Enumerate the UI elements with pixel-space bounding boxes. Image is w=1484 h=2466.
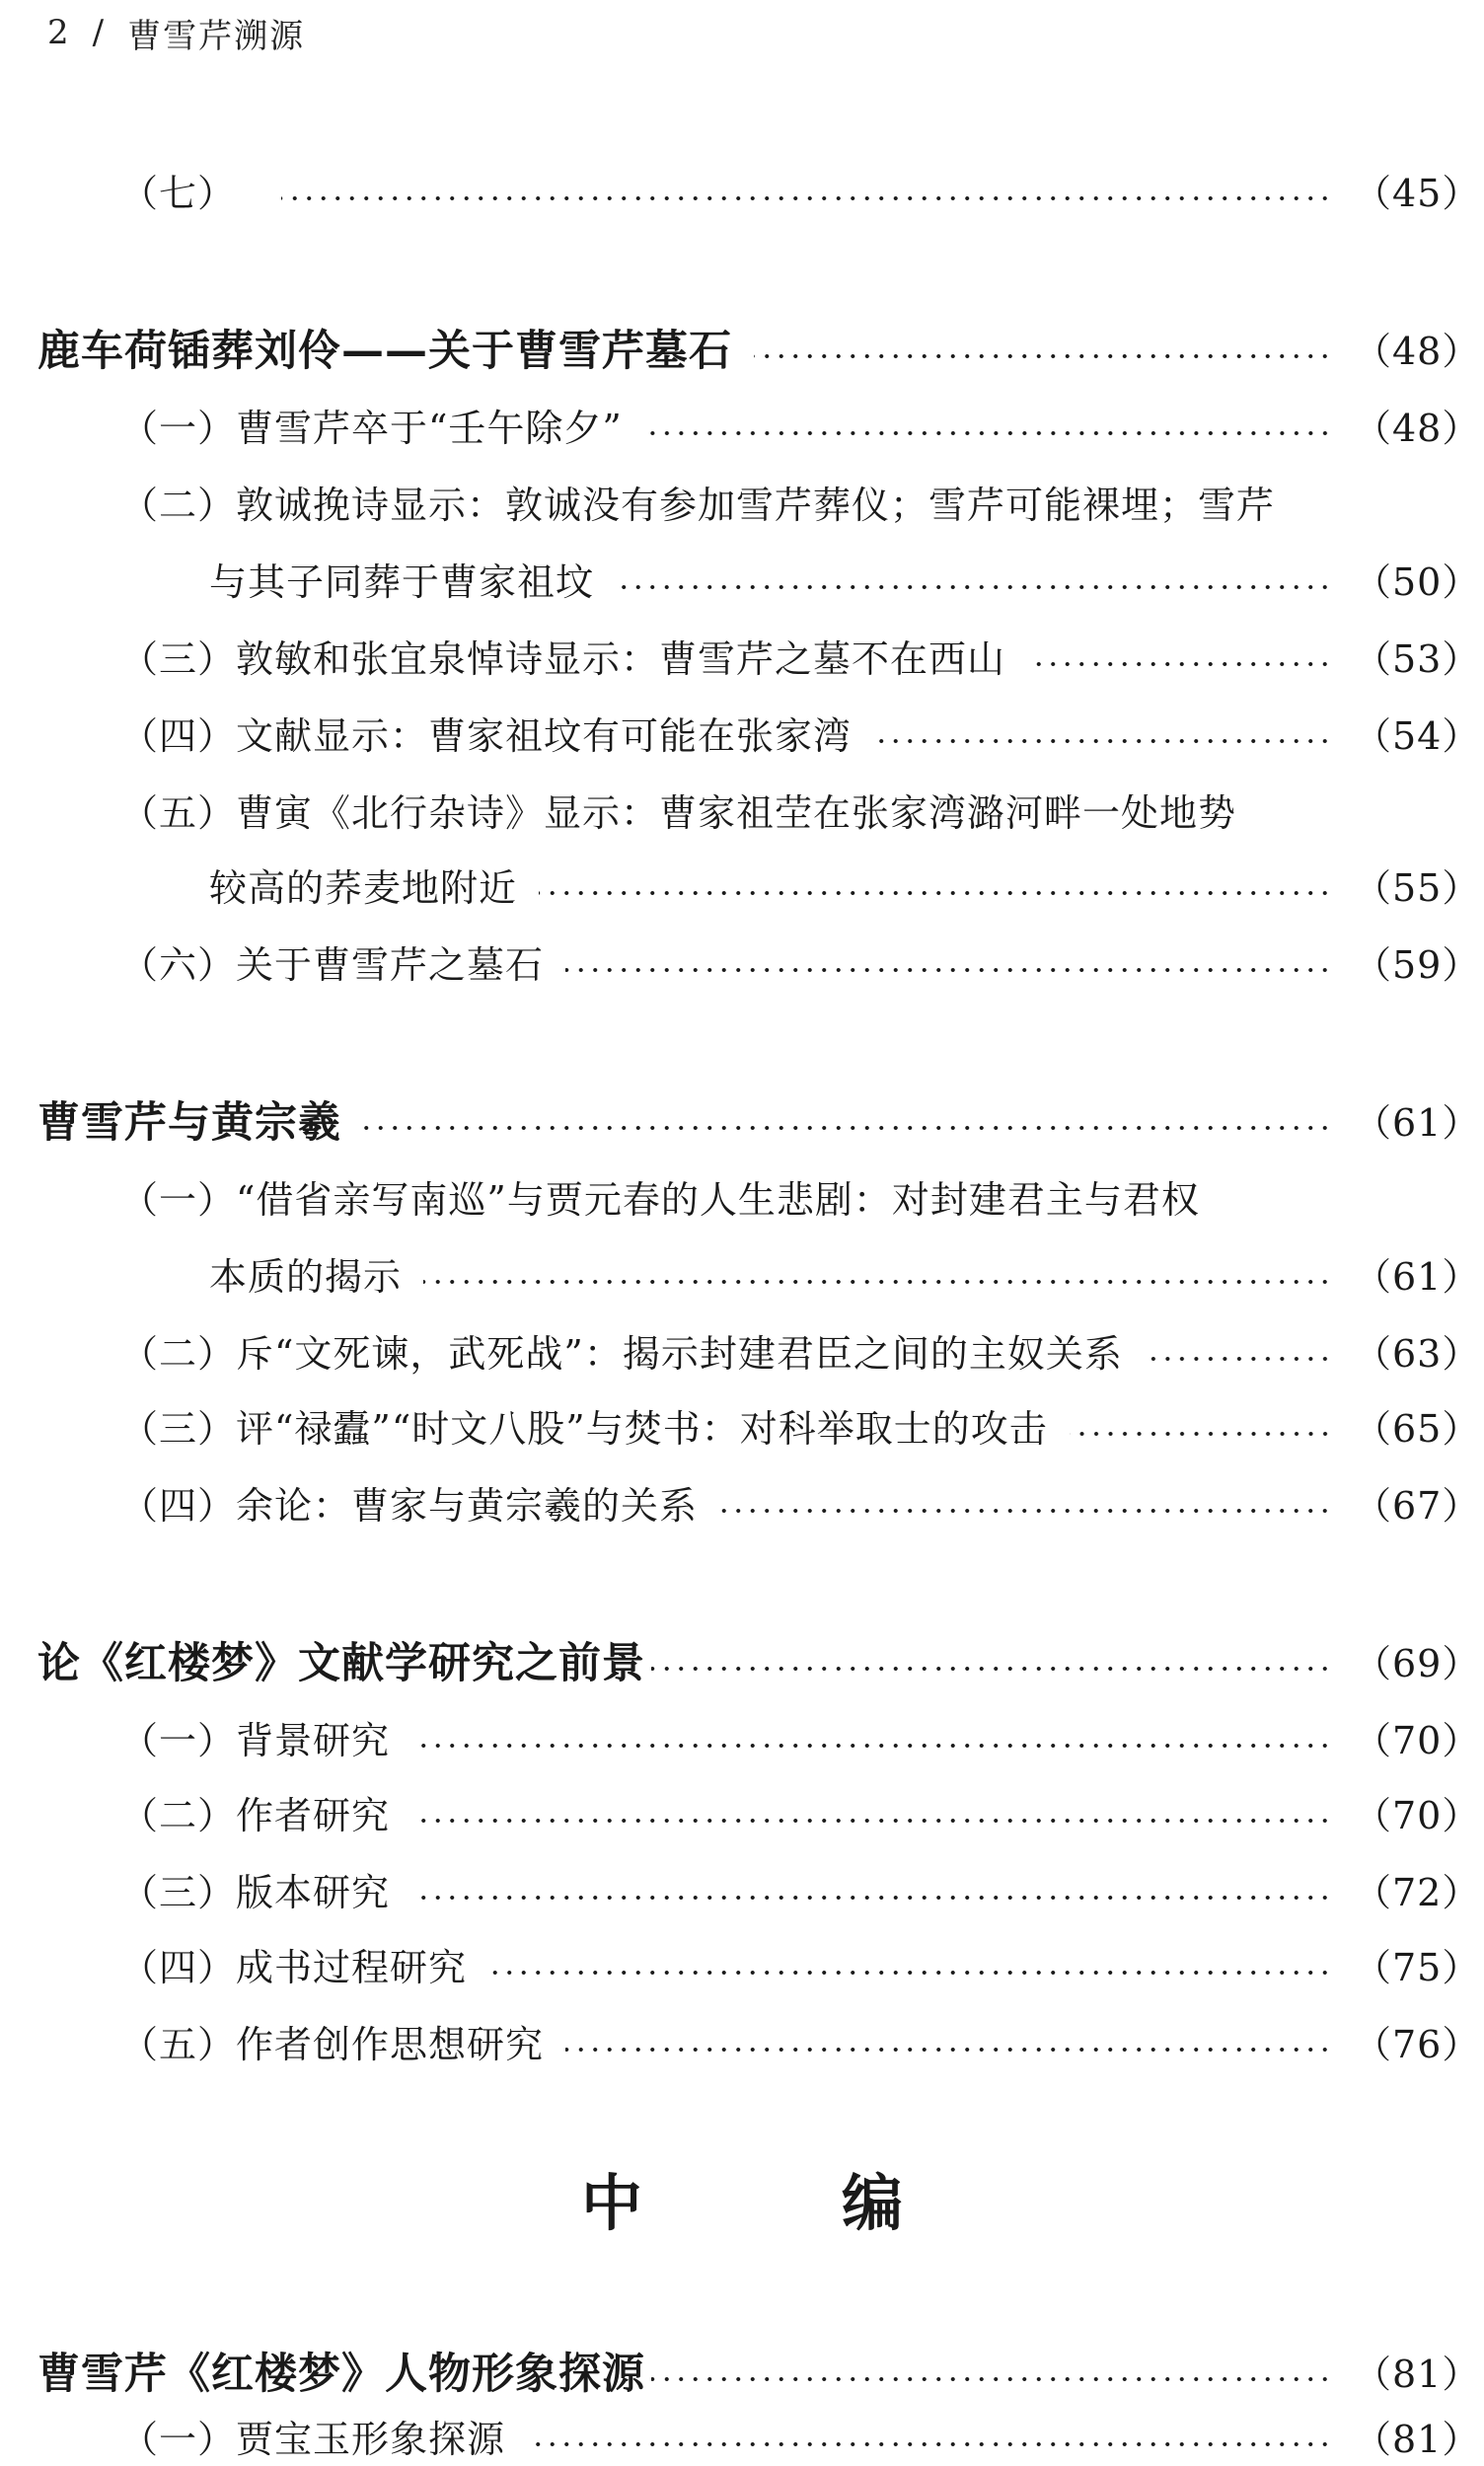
toc-entry-text: （六）关于曹雪芹之墓石: [120, 942, 545, 987]
toc-page-ref: （48）: [1354, 329, 1481, 373]
toc-page-ref: （76）: [1354, 2022, 1481, 2066]
toc-entry-text: （五）作者创作思想研究: [120, 2022, 545, 2066]
toc-entry: [0, 1934, 1484, 1993]
toc-page-ref: （67）: [1354, 1483, 1481, 1528]
toc-page-ref: （70）: [1354, 1718, 1481, 1762]
dot-leader: [651, 2376, 1332, 2382]
toc-page-ref: （65）: [1354, 1406, 1481, 1451]
dot-leader: [1070, 1431, 1332, 1437]
toc-page-ref: （59）: [1354, 942, 1481, 987]
toc-entry: [0, 780, 1484, 839]
dot-leader: [488, 1970, 1332, 1976]
dot-leader: [281, 195, 1332, 201]
dot-leader: [1145, 1356, 1332, 1362]
toc-entry-text: （七）: [120, 171, 237, 215]
toc-entry-text: （一）曹雪芹卒于“壬午除夕”: [120, 406, 623, 450]
toc-chapter-entry: [0, 2341, 1484, 2400]
book-title: 曹雪芹溯源: [127, 16, 306, 56]
toc-entry: [0, 2011, 1484, 2070]
toc-entry-continuation: [0, 855, 1484, 914]
dot-leader: [539, 890, 1332, 896]
toc-entry: [0, 703, 1484, 762]
toc-chapter-entry: [0, 1089, 1484, 1149]
toc-entry-text: （三）版本研究: [120, 1870, 391, 1914]
toc-page-ref: （69）: [1354, 1641, 1481, 1685]
toc-chapter-title: 曹雪芹与黄宗羲: [37, 1097, 341, 1148]
toc-chapter-entry: [0, 1630, 1484, 1689]
toc-entry: [0, 1859, 1484, 1918]
toc-entry-text: （四）成书过程研究: [120, 1945, 468, 1989]
dot-leader: [616, 584, 1332, 590]
toc-entry: [0, 395, 1484, 454]
toc-entry-text: 与其子同葬于曹家祖坟: [209, 560, 595, 604]
toc-page-ref: （70）: [1354, 1793, 1481, 1837]
toc-entry-text: （五）曹寅《北行杂诗》显示：曹家祖茔在张家湾潞河畔一处地势: [120, 790, 1237, 835]
toc-entry-text: （二）作者研究: [120, 1793, 391, 1837]
dot-leader: [411, 1818, 1332, 1824]
toc-entry: [0, 1707, 1484, 1766]
section-title: 中 编: [580, 2167, 972, 2239]
toc-chapter-title: 论《红楼梦》文献学研究之前景: [37, 1638, 645, 1688]
toc-page-ref: （48）: [1354, 406, 1481, 450]
dot-leader: [644, 430, 1332, 436]
toc-page-ref: （81）: [1354, 2352, 1481, 2396]
toc-entry: [0, 472, 1484, 531]
dot-leader: [651, 1666, 1332, 1672]
toc-entry-text: （一）贾宝玉形象探源: [120, 2417, 506, 2461]
dot-leader: [1027, 661, 1332, 667]
toc-entry: [0, 626, 1484, 685]
toc-entry-text: （一）“借省亲写南巡”与贾元春的人生悲剧：对封建君主与君权: [120, 1177, 1200, 1222]
toc-entry-text: 较高的荞麦地附近: [209, 865, 518, 910]
dot-leader: [527, 2441, 1332, 2447]
toc-entry: [0, 1782, 1484, 1841]
toc-entry-text: （三）评“禄蠹”“时文八股”与焚书：对科举取士的攻击: [120, 1406, 1048, 1451]
toc-entry-text: （一）背景研究: [120, 1718, 391, 1762]
dot-leader: [719, 1508, 1332, 1514]
dot-leader: [411, 1743, 1332, 1749]
toc-entry-text: （四）文献显示：曹家祖坟有可能在张家湾: [120, 713, 853, 758]
toc-entry-continuation: [0, 549, 1484, 608]
toc-chapter-title: 曹雪芹《红楼梦》人物形象探源: [37, 2349, 645, 2399]
dot-leader: [754, 353, 1332, 359]
toc-page-ref: （55）: [1354, 865, 1481, 910]
toc-page-ref: （54）: [1354, 713, 1481, 758]
toc-entry-text: （四）余论：曹家与黄宗羲的关系: [120, 1483, 699, 1528]
toc-page-ref: （72）: [1354, 1870, 1481, 1914]
toc-entry: [0, 2406, 1484, 2465]
toc-entry: [0, 1472, 1484, 1532]
toc-page-ref: （53）: [1354, 636, 1481, 681]
dot-leader: [565, 2047, 1332, 2053]
toc-entry: [0, 1395, 1484, 1455]
toc-entry-continuation: [0, 1243, 1484, 1303]
toc-entry: [0, 932, 1484, 991]
dot-leader: [363, 1125, 1332, 1131]
toc-page-ref: （61）: [1354, 1254, 1481, 1299]
page-number: 2: [47, 13, 71, 52]
toc-page-ref: （45）: [1354, 171, 1481, 215]
toc-entry-text: （二）斥“文死谏，武死战”：揭示封建君臣之间的主奴关系: [120, 1331, 1123, 1376]
toc-page-ref: （61）: [1354, 1100, 1481, 1145]
header-separator: /: [92, 13, 107, 52]
toc-entry-text: （三）敦敏和张宜泉悼诗显示：曹雪芹之墓不在西山: [120, 636, 1006, 681]
running-header: [47, 8, 305, 57]
toc-entry: [0, 160, 1484, 219]
toc-chapter-title: 鹿车荷锸葬刘伶——关于曹雪芹墓石: [37, 326, 732, 376]
toc-entry: [0, 1166, 1484, 1226]
toc-entry: [0, 1320, 1484, 1380]
dot-leader: [873, 738, 1332, 744]
toc-page-ref: （81）: [1354, 2417, 1481, 2461]
dot-leader: [565, 967, 1332, 973]
toc-page-ref: （63）: [1354, 1331, 1481, 1376]
toc-page-ref: （50）: [1354, 560, 1481, 604]
toc-entry-text: （二）敦诚挽诗显示：敦诚没有参加雪芹葬仪；雪芹可能裸埋；雪芹: [120, 483, 1276, 527]
toc-entry-text: 本质的揭示: [209, 1254, 403, 1299]
dot-leader: [423, 1279, 1332, 1285]
toc-page-ref: （75）: [1354, 1945, 1481, 1989]
toc-chapter-entry: [0, 318, 1484, 377]
dot-leader: [411, 1895, 1332, 1901]
